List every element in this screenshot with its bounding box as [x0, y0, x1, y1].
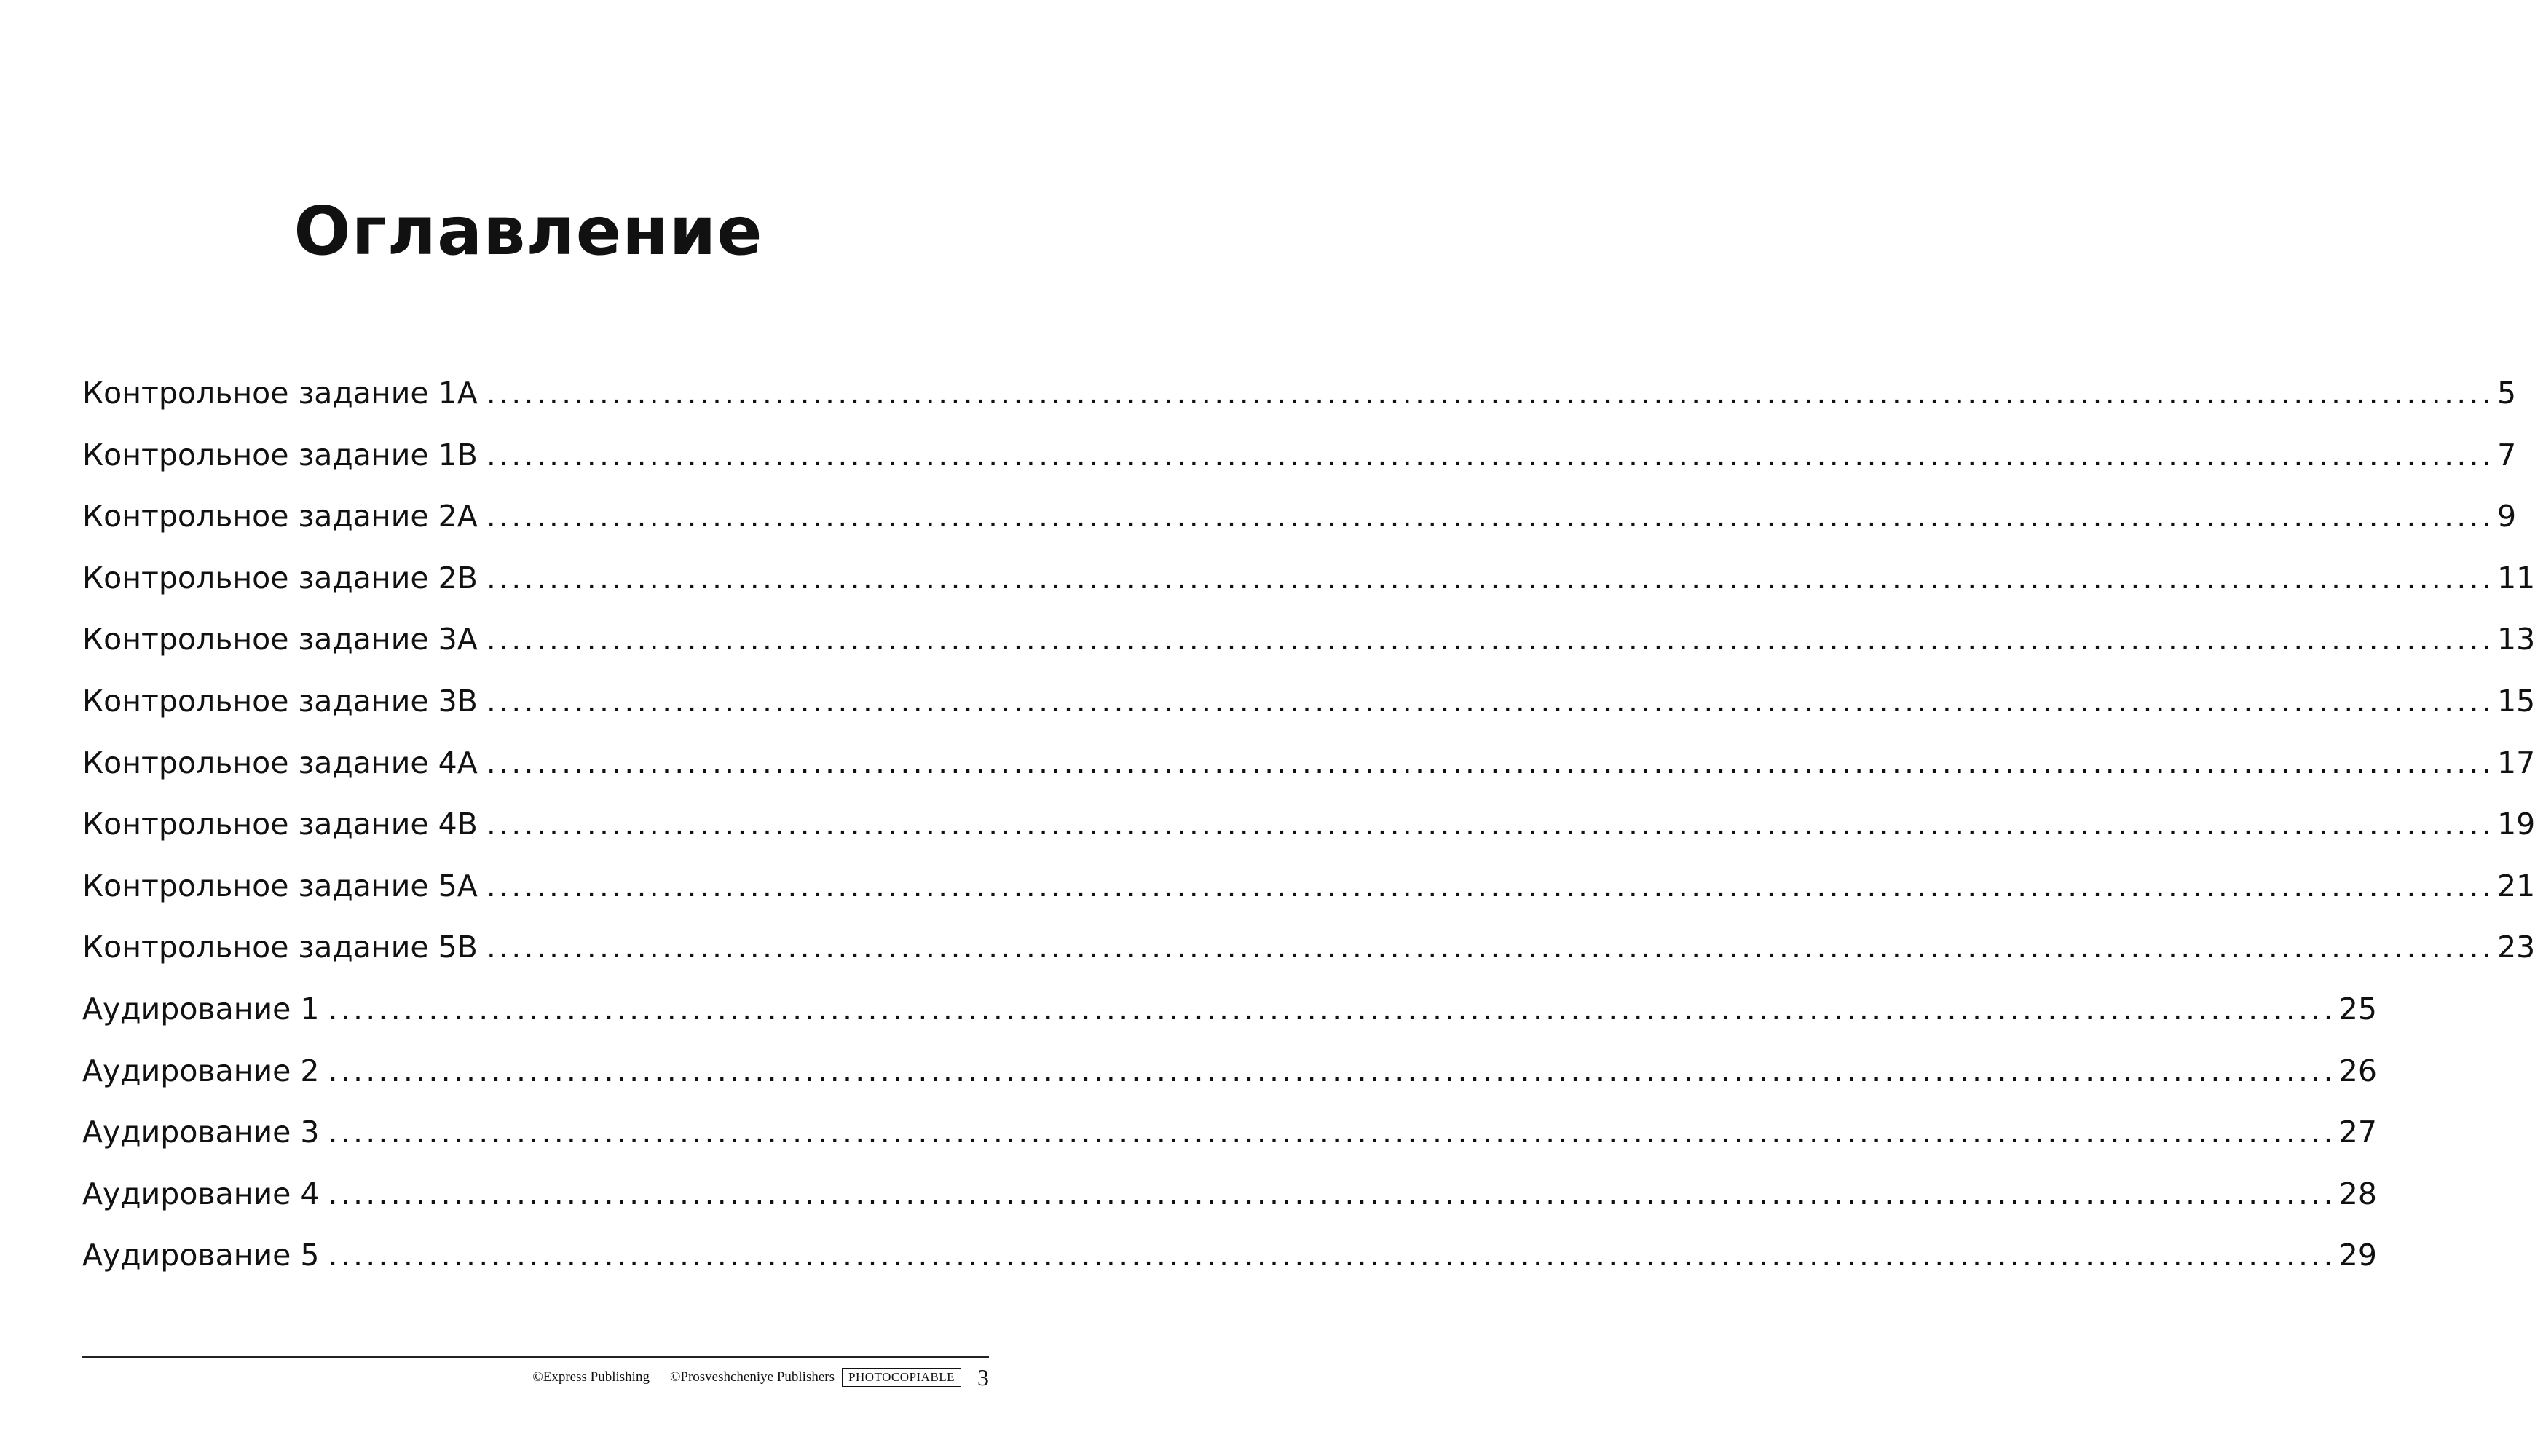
toc-dot-leader: ................................................................................................................................................................	[486, 930, 2495, 965]
toc-dot-leader: ................................................................................................................................................................	[486, 683, 2495, 719]
footer-divider	[82, 1356, 989, 1358]
toc-entry-page: 9	[2496, 499, 2517, 534]
toc-dot-leader: ................................................................................................................................................................	[328, 1176, 2336, 1211]
toc-dot-leader: ................................................................................................................................................................	[486, 868, 2494, 903]
toc-dot-leader: ................................................................................................................................................................	[486, 807, 2495, 842]
toc-entry	[82, 670, 2535, 732]
toc-entry	[82, 1101, 2377, 1163]
toc-entry-label: Аудирование 2	[82, 1053, 320, 1088]
toc-entry	[82, 978, 2377, 1040]
toc-entry-label: Аудирование 4	[82, 1176, 320, 1211]
toc-entry-label: Контрольное задание 3A	[82, 622, 478, 657]
toc-dot-leader: ................................................................................................................................................................	[486, 376, 2494, 411]
toc-entry-page: 11	[2497, 560, 2535, 596]
toc-dot-leader: ................................................................................................................................................................	[328, 1053, 2336, 1088]
toc-entry-label: Аудирование 5	[82, 1238, 320, 1273]
toc-entry	[82, 547, 2535, 609]
toc-entry	[82, 424, 2517, 486]
toc-dot-leader: ................................................................................................................................................................	[486, 437, 2495, 472]
toc-entry-page: 5	[2496, 376, 2517, 411]
toc-entry	[82, 363, 2517, 424]
page-footer	[82, 1363, 989, 1392]
toc-entry-page: 19	[2497, 807, 2535, 842]
toc-entry-label: Контрольное задание 2A	[82, 499, 478, 534]
toc-dot-leader: ................................................................................................................................................................	[486, 560, 2495, 596]
toc-entry	[82, 855, 2535, 917]
toc-entry-label: Контрольное задание 3B	[82, 683, 478, 719]
toc-entry-page: 26	[2338, 1053, 2377, 1088]
toc-entry-label: Контрольное задание 4A	[82, 745, 478, 780]
toc-entry	[82, 486, 2517, 547]
toc-entry-page: 17	[2496, 745, 2535, 780]
toc-entry-label: Контрольное задание 5A	[82, 868, 478, 903]
page-title: Оглавление	[293, 192, 763, 270]
toc-dot-leader: ................................................................................................................................................................	[486, 499, 2494, 534]
photocopiable-badge: PHOTOCOPIABLE	[842, 1368, 961, 1387]
toc-entry-label: Контрольное задание 2B	[82, 560, 478, 596]
toc-entry-page: 27	[2338, 1115, 2377, 1150]
toc-entry	[82, 917, 2535, 978]
toc-dot-leader: ................................................................................................................................................................	[328, 991, 2336, 1026]
toc-entry-page: 13	[2496, 622, 2535, 657]
toc-entry-page: 15	[2497, 683, 2535, 719]
toc-entry-label: Контрольное задание 1B	[82, 437, 478, 472]
toc-entry-page: 21	[2496, 868, 2535, 903]
toc-entry	[82, 1224, 2377, 1286]
toc-entry-page: 7	[2497, 437, 2517, 472]
toc-entry-label: Аудирование 3	[82, 1115, 320, 1150]
toc-dot-leader: ................................................................................................................................................................	[328, 1238, 2336, 1273]
toc-dot-leader: ................................................................................................................................................................	[486, 745, 2494, 780]
toc-entry	[82, 794, 2535, 855]
toc-entry-label: Контрольное задание 1A	[82, 376, 478, 411]
toc-entry-page: 23	[2497, 930, 2535, 965]
toc-entry-page: 29	[2338, 1238, 2377, 1273]
page-number: 3	[977, 1364, 989, 1390]
toc-entry-page: 28	[2338, 1176, 2377, 1211]
toc-dot-leader: ................................................................................................................................................................	[328, 1115, 2336, 1150]
copyright-prosveshcheniye: ©Prosveshcheniye Publishers	[669, 1369, 835, 1385]
toc-entry	[82, 732, 2535, 794]
toc-dot-leader: ................................................................................................................................................................	[486, 622, 2494, 657]
copyright-express-publishing: ©Express Publishing	[532, 1369, 650, 1385]
toc-entry	[82, 1040, 2377, 1102]
toc-entry	[82, 1163, 2377, 1225]
toc-entry-label: Контрольное задание 4B	[82, 807, 478, 842]
table-of-contents	[82, 363, 2535, 1286]
toc-entry-page: 25	[2338, 991, 2377, 1026]
toc-entry-label: Аудирование 1	[82, 991, 320, 1026]
toc-entry-label: Контрольное задание 5B	[82, 930, 478, 965]
toc-entry	[82, 609, 2535, 670]
